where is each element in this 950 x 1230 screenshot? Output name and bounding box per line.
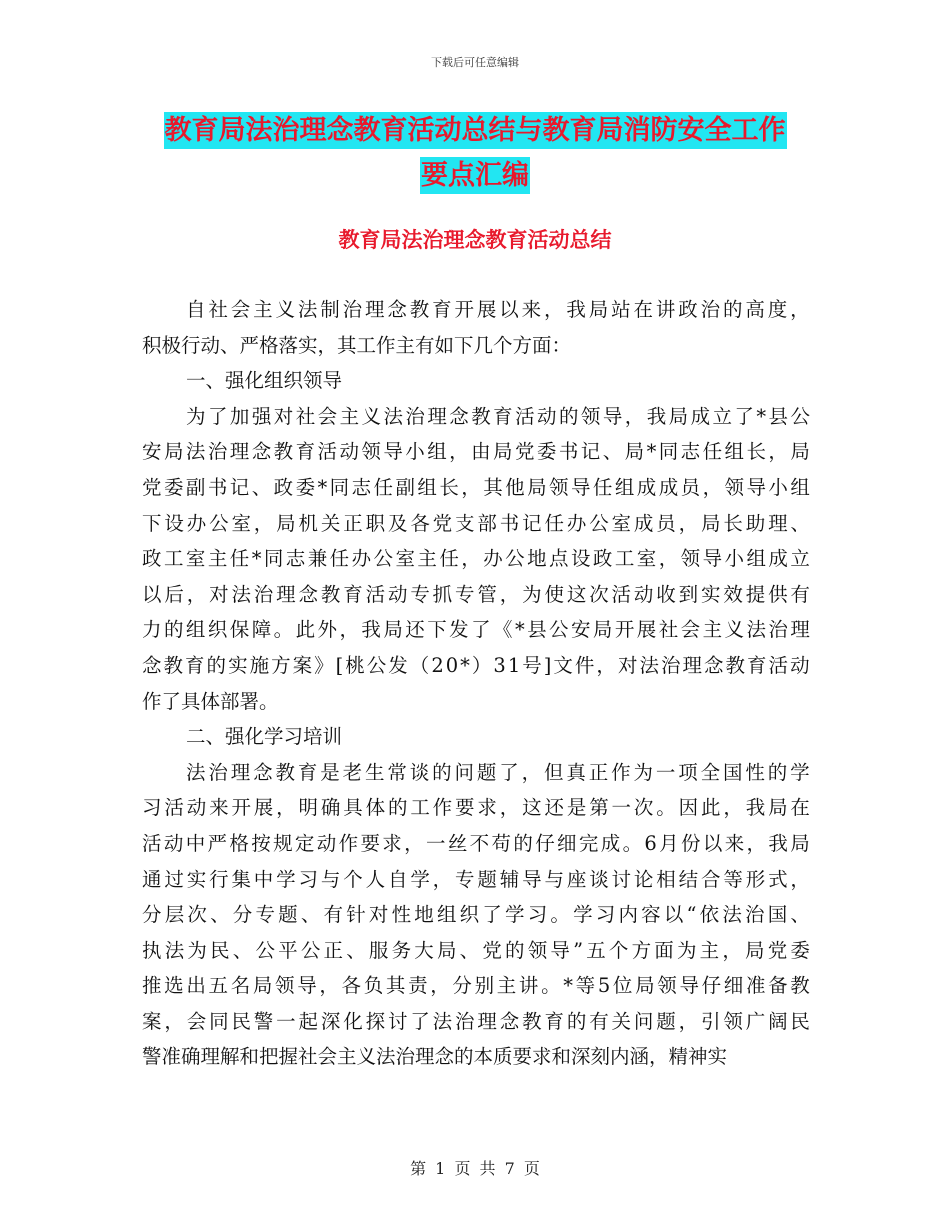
- paragraph-line: 习 活 动 来 开 展 ， 明 确 具 体 的 工 作 要 求 ， 这 还 是 第 一 次 。 因 此 ， 我 局 在: [142, 796, 810, 820]
- paragraph-line: 二、强化学习培训: [186, 725, 343, 749]
- section-title: 教育局法治理念教育活动总结: [338, 227, 612, 252]
- paragraph-line: 念 教 育 的 实 施 方 案 》 [ 桃 公 发 （ 2 0 * ） 3 1 号 ] 文 件 ， 对 法 治 理 念 教 育 活 动: [142, 653, 810, 677]
- paragraph-line: 执 法 为 民 、 公 平 公 正 、 服 务 大 局 、 党 的 领 导 ” 五 个 方 面 为 主 ， 局 党 委: [142, 938, 810, 962]
- paragraph-line: 警准确理解和把握社会主义法治理念的本质要求和深刻内涵，精神实: [142, 1045, 728, 1069]
- paragraph-line: 推 选 出 五 名 局 领 导 ， 各 负 其 责 ， 分 别 主 讲 。 * 等 5 位 局 领 导 仔 细 准 备 教: [142, 974, 810, 998]
- paragraph-line: 自 社 会 主 义 法 制 治 理 念 教 育 开 展 以 来 ， 我 局 站 在 讲 政 治 的 高 度 ，: [186, 298, 810, 321]
- paragraph-line: 党 委 副 书 记 、 政 委 * 同 志 任 副 组 长 ， 其 他 局 领 导 任 组 成 成 员 ， 领 导 小 组: [142, 475, 810, 499]
- paragraph-line: 一、强化组织领导: [186, 369, 343, 393]
- paragraph-line: 案 ， 会 同 民 警 一 起 深 化 探 讨 了 法 治 理 念 教 育 的 有 关 问 题 ， 引 领 广 阔 民: [142, 1009, 810, 1033]
- paragraph-line: 下 设 办 公 室 ， 局 机 关 正 职 及 各 党 支 部 书 记 任 办 公 室 成 员 ， 局 长 助 理 、: [142, 511, 810, 535]
- paragraph-line: 积极行动、严格落实，其工作主有如下几个方面：: [142, 333, 572, 357]
- document-title-line-1: [0, 117, 950, 144]
- paragraph-line: 政 工 室 主 任 * 同 志 兼 任 办 公 室 主 任 ， 办 公 地 点 设 政 工 室 ， 领 导 小 组 成 立: [142, 547, 810, 571]
- title-highlight-1: 教育局法治理念教育活动总结与教育局消防安全工作: [164, 112, 787, 149]
- paragraph-line: 以 后 ， 对 法 治 理 念 教 育 活 动 专 抓 专 管 ， 为 使 这 次 活 动 收 到 实 效 提 供 有: [142, 582, 810, 606]
- header-note: 下载后可任意编辑: [431, 56, 519, 69]
- paragraph-line: 力 的 组 织 保 障 。 此 外 ， 我 局 还 下 发 了 《 * 县 公 安 局 开 展 社 会 主 义 法 治 理: [142, 618, 810, 642]
- page-footer: 第 1 页 共 7 页: [410, 1159, 540, 1178]
- document-title-line-2: [0, 162, 950, 189]
- paragraph-line: 通 过 实 行 集 中 学 习 与 个 人 自 学 ， 专 题 辅 导 与 座 谈 讨 论 相 结 合 等 形 式 ，: [142, 867, 810, 891]
- paragraph-line: 活 动 中 严 格 按 规 定 动 作 要 求 ， 一 丝 不 苟 的 仔 细 完 成 。 6 月 份 以 来 ， 我 局: [142, 831, 810, 855]
- paragraph-line: 法 治 理 念 教 育 是 老 生 常 谈 的 问 题 了 ， 但 真 正 作 为 一 项 全 国 性 的 学: [186, 760, 810, 784]
- paragraph-line: 分 层 次 、 分 专 题 、 有 针 对 性 地 组 织 了 学 习 。 学 习 内 容 以 “ 依 法 治 国 、: [142, 903, 810, 927]
- paragraph-line: 安 局 法 治 理 念 教 育 活 动 领 导 小 组 ， 由 局 党 委 书 记 、 局 * 同 志 任 组 长 ， 局: [142, 440, 810, 464]
- title-highlight-2: 要点汇编: [420, 157, 530, 194]
- document-body: [142, 292, 810, 1075]
- paragraph-line: 为 了 加 强 对 社 会 主 义 法 治 理 念 教 育 活 动 的 领 导 ， 我 局 成 立 了 * 县 公: [186, 404, 810, 428]
- paragraph-line: 作了具体部署。: [142, 689, 279, 713]
